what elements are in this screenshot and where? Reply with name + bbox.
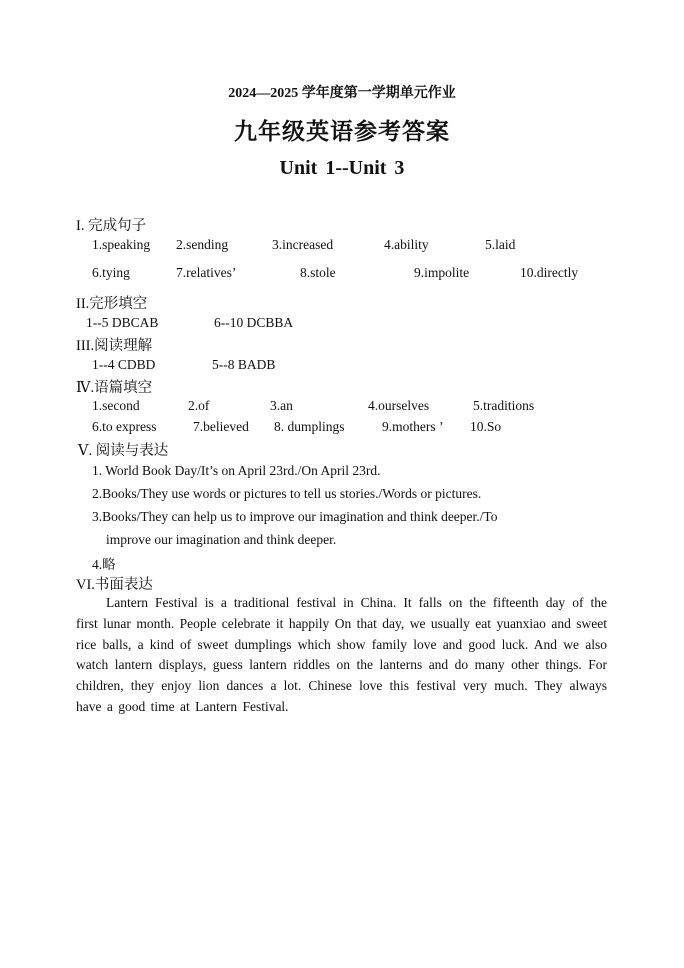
answer-item: 1--4 CDBD — [92, 357, 156, 372]
answer-item: 3.an — [270, 398, 293, 413]
answer-item: 4.ourselves — [368, 398, 430, 413]
section-1-heading: I. 完成句子 — [76, 218, 147, 234]
answer-item: 2.of — [188, 398, 210, 413]
answer-item: 6.to express — [92, 419, 157, 434]
answer-item: 6--10 DCBBA — [214, 315, 294, 330]
section-5-heading: Ⅴ. 阅读与表达 — [78, 443, 169, 459]
answer-item: 4.ability — [384, 237, 429, 252]
answer-item: 7.believed — [193, 419, 249, 434]
answer-item: 10.So — [470, 419, 502, 434]
answer-item: 3.increased — [272, 237, 334, 252]
answer-item: 9.impolite — [414, 265, 470, 280]
answer-line: improve our imagination and think deeper. — [106, 532, 337, 547]
answer-item: 1--5 DBCAB — [86, 315, 159, 330]
page-title: 九年级英语参考答案 — [234, 119, 450, 144]
answer-item: 5.traditions — [473, 398, 535, 413]
answer-item: 1.speaking — [92, 237, 151, 252]
answer-line: 1. World Book Day/It’s on April 23rd./On April 23rd. — [92, 463, 381, 478]
section-3-heading: III.阅读理解 — [76, 338, 153, 354]
section-2-heading: II.完形填空 — [76, 296, 148, 312]
answer-item: 2.sending — [176, 237, 229, 252]
answer-item: 8.stole — [300, 265, 336, 280]
answer-line: 2.Books/They use words or pictures to tell us stories./Words or pictures. — [92, 486, 482, 501]
answer-item: 10.directly — [520, 265, 579, 280]
answer-item: 5.laid — [485, 237, 516, 252]
answer-line: 4.略 — [92, 557, 116, 572]
essay-paragraph: Lantern Festival is a traditional festival in China. It falls on the fifteenth day of the first lunar month. People celebrate it happily On that day, we usually eat yuanxiao and sweet rice balls, a kind of sweet dumplings which show family love and good luck. And we also watch lantern displays, guess lantern riddles on the lanterns and do many other things. For children, they enjoy lion dances a lot. Chinese love this festival very much. They always have a good time at Lantern Festival. — [76, 595, 607, 714]
answer-item: 9.mothers ’ — [382, 419, 444, 434]
school-year-line: 2024—2025 学年度第一学期单元作业 — [228, 86, 456, 101]
answer-item: 7.relatives’ — [176, 265, 237, 280]
answer-item: 5--8 BADB — [212, 357, 276, 372]
unit-subtitle: Unit 1--Unit 3 — [279, 157, 405, 179]
answer-item: 1.second — [92, 398, 140, 413]
section-4-heading: Ⅳ.语篇填空 — [76, 380, 153, 396]
answer-item: 6.tying — [92, 265, 130, 280]
section-6-heading: VI.书面表达 — [76, 577, 153, 593]
answer-item: 8. dumplings — [274, 419, 345, 434]
answer-line: 3.Books/They can help us to improve our imagination and think deeper./To — [92, 509, 498, 524]
